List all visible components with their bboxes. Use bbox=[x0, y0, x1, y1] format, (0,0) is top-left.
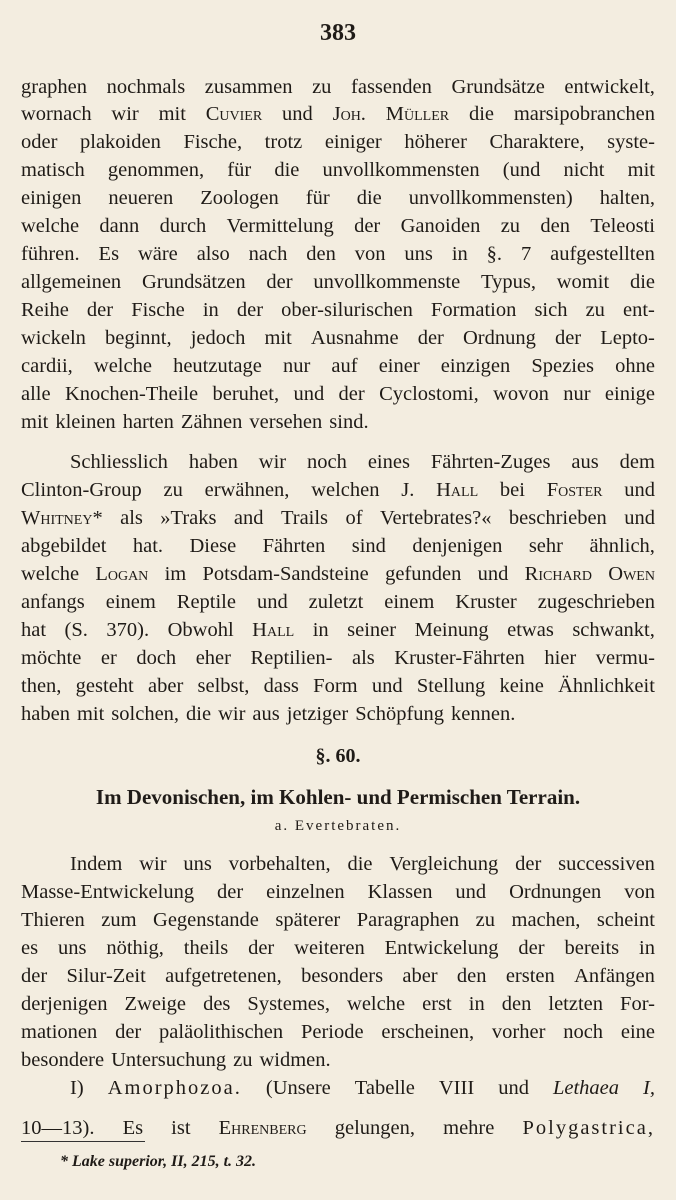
text-line: es uns nöthig, theils der weiteren Entwickelung der bereits in bbox=[21, 937, 655, 959]
text-line: wornach wir mit Cuvier und Joh. Müller die marsipobranchen bbox=[21, 103, 655, 125]
footnote-rule bbox=[21, 1141, 145, 1142]
text-line: then, gesteht aber selbst, dass Form und Stellung keine Ähnlichkeit bbox=[21, 675, 655, 697]
page-number: 383 bbox=[320, 20, 356, 46]
text-line: der Silur-Zeit aufgetretenen, besonders aber den ersten Anfängen bbox=[21, 965, 655, 987]
text-line: Thieren zum Gegenstande späterer Paragraphen zu machen, scheint bbox=[21, 909, 655, 931]
text-line: besondere Untersuchung zu widmen. bbox=[21, 1049, 331, 1071]
section-title: Im Devonischen, im Kohlen- und Permischen Terrain. bbox=[95, 785, 581, 809]
text-line: derjenigen Zweige des Systemes, welche erst in den letzten For- bbox=[21, 993, 655, 1015]
text-line: mationen der paläolithischen Periode erscheinen, vorher noch eine bbox=[21, 1021, 655, 1043]
text-line: Schliesslich haben wir noch eines Fährten-Zuges aus dem bbox=[70, 451, 655, 473]
text-line: Reihe der Fische in der ober-silurischen Formation sich zu ent- bbox=[21, 299, 655, 321]
text-line: führen. Es wäre also nach den von uns in §. 7 aufgestellten bbox=[21, 243, 655, 265]
footnote: * Lake superior, II, 215, t. 32. bbox=[60, 1153, 257, 1170]
text-line: Masse-Entwickelung der einzelnen Klassen und Ordnungen von bbox=[21, 881, 655, 903]
text-line: matisch genommen, für die unvollkommensten (und nicht mit bbox=[21, 159, 655, 181]
text-line: einigen neueren Zoologen für die unvollkommensten) halten, bbox=[21, 187, 655, 209]
text-line: anfangs einem Reptile und zuletzt einem Kruster zugeschrieben bbox=[21, 591, 655, 613]
text-line: Indem wir uns vorbehalten, die Vergleichung der successiven bbox=[70, 853, 655, 875]
text-line: mit kleinen harten Zähnen versehen sind. bbox=[21, 411, 369, 433]
text-line: welche Logan im Potsdam-Sandsteine gefunden und Richard Owen bbox=[21, 563, 655, 585]
text-line: möchte er doch eher Reptilien- als Kruster-Fährten hier vermu- bbox=[21, 647, 655, 669]
text-line: I) Amorphozoa. (Unsere Tabelle VIII und Lethaea I, bbox=[70, 1077, 655, 1099]
text-line: haben mit solchen, die wir aus jetziger Schöpfung kennen. bbox=[21, 703, 516, 725]
text-line: wickeln beginnt, jedoch mit Ausnahme der Ordnung der Lepto- bbox=[21, 327, 655, 349]
text-line: graphen nochmals zusammen zu fassenden Grundsätze entwickelt, bbox=[21, 76, 655, 98]
text-line: oder plakoiden Fische, trotz einiger höherer Charaktere, syste- bbox=[21, 131, 655, 153]
text-line: cardii, welche heutzutage nur auf einer einzigen Spezies ohne bbox=[21, 355, 655, 377]
section-number: §. 60. bbox=[315, 745, 361, 767]
text-line: hat (S. 370). Obwohl Hall in seiner Meinung etwas schwankt, bbox=[21, 619, 655, 641]
text-line: alle Knochen-Theile beruhet, und der Cyclostomi, wovon nur einige bbox=[21, 383, 655, 405]
text-line: Clinton-Group zu erwähnen, welchen J. Hall bei Foster und bbox=[21, 479, 655, 501]
text-line: welche dann durch Vermittelung der Ganoiden zu den Teleosti bbox=[21, 215, 655, 237]
text-line: abgebildet hat. Diese Fährten sind denjenigen sehr ähnlich, bbox=[21, 535, 655, 557]
section-subtitle: a. Evertebraten. bbox=[274, 818, 402, 834]
text-line: Whitney* als »Traks and Trails of Vertebrates?« beschrieben und bbox=[21, 507, 655, 529]
text-line: 10—13). Es ist Ehrenberg gelungen, mehre Polygastrica, bbox=[21, 1117, 655, 1139]
text-line: allgemeinen Grundsätzen der unvollkommenste Typus, womit die bbox=[21, 271, 655, 293]
